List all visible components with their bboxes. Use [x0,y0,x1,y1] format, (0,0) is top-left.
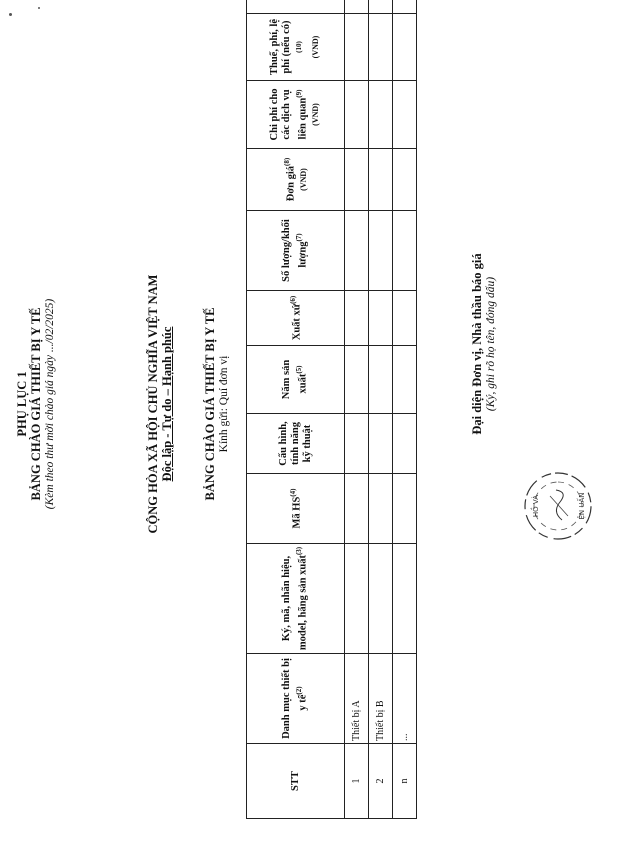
header-hs-code: Mã HS$^{(4)}$ [247,474,345,544]
svg-text:ỆN UẤN: ỆN UẤN [578,492,586,520]
price-quotation-table [246,0,417,819]
cell-item: Thiết bị B [369,654,393,744]
form-recipient: Kính gửi: Quí đơn vị [218,355,230,453]
appendix-note: (Kèm theo thư mời chào giá ngày .../02/2025) [44,298,56,510]
signature-note: (Ký, ghi rõ họ tên, đóng dấu) [485,276,497,412]
national-header [146,194,174,614]
official-stamp-image [522,470,594,542]
table-header-row [247,0,345,819]
cell-item: Thiết bị A [345,654,369,744]
national-motto: Độc lập - Tự do – Hạnh phúc [160,326,174,482]
signature-title: Đại diện Đơn vị, Nhà thầu báo giá [470,253,484,435]
header-unit-price: Đơn giá$^{(8)}$ (VND) [247,149,345,211]
appendix-subtitle: BẢNG CHÀO GIÁ THIẾT BỊ Y TẾ [29,307,43,501]
table-row [369,0,393,819]
cell-stt: 1 [345,744,369,819]
header-year: Năm sản xuất$^{(5)}$ [247,346,345,414]
header-stt: STT [247,744,345,819]
cell-stt: 2 [369,744,393,819]
table-row [393,0,417,819]
header-quantity: Số lượng/khối lượng$^{(7)}$ [247,211,345,291]
signature-block [470,194,498,494]
form-title: BẢNG CHÀO GIÁ THIẾT BỊ Y TẾ [203,307,217,501]
header-configuration: Cấu hình, tính năng kỹ thuật [247,414,345,474]
header-origin: Xuất xứ$^{(6)}$ [247,291,345,346]
appendix-header [15,194,57,614]
header-brand-model: Ký, mã, nhãn hiệu, model, hãng sản xuất$^{(3)}$ [247,544,345,654]
table-row [345,0,369,819]
header-service-cost: Chi phí cho các dịch vụ liên quan$^{(9)}$ (VND) [247,81,345,149]
form-header [203,194,231,614]
cell-stt: n [393,744,417,819]
svg-text:HỒ VÀ: HỒ VÀ [532,494,540,518]
header-item: Danh mục thiết bị y tế$^{(2)}$ [247,654,345,744]
header-total [247,0,345,14]
cell-item: ... [393,654,417,744]
appendix-title: PHỤ LỤC 1 [15,371,29,437]
country-name: CỘNG HÒA XÃ HỘI CHỦ NGHĨA VIỆT NAM [146,274,160,534]
header-tax: Thuế, phí, lệ phí (nếu có) $^{(10)}$ (VND) [247,14,345,81]
